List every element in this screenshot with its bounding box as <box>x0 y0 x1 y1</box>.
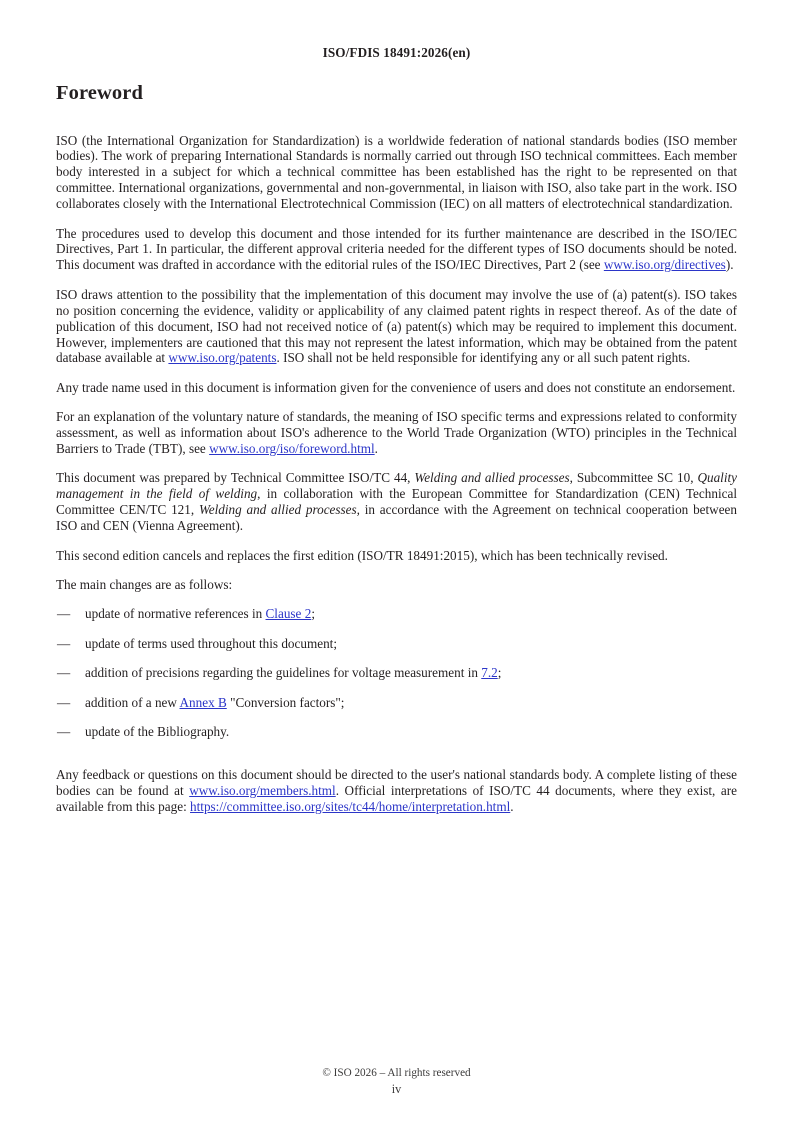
link-iso-members[interactable]: www.iso.org/members.html <box>189 783 336 799</box>
running-head: ISO/FDIS 18491:2026(en) <box>322 45 471 60</box>
link-annex-b[interactable]: Annex B <box>179 694 227 710</box>
paragraph-text: For an explanation of the voluntary nature of standards, the meaning of ISO specific terms and expressions related to conformity assessment, as well as information about ISO's adherence to the World Trade Organization (WTO) principles in the Technical Barriers to Trade (TBT), see <box>56 409 737 457</box>
paragraph-text: Any trade name used in this document is information given for the convenience of users and does not constitute an endorsement. <box>56 379 736 395</box>
list-dash-icon: — <box>57 724 71 740</box>
paragraph-text: , Subcommittee SC 10, <box>569 470 698 486</box>
paragraph-edition <box>56 548 737 564</box>
paragraph-main-changes-intro <box>56 577 737 593</box>
link-tc44-interpretation[interactable]: https://committee.iso.org/sites/tc44/home/interpretation.html <box>190 799 511 815</box>
paragraph-text: . <box>510 799 514 815</box>
paragraph-committee <box>56 470 737 534</box>
list-item-text: ; <box>497 665 502 681</box>
link-subclause-7-2[interactable]: 7.2 <box>481 665 498 681</box>
list-dash-icon: — <box>57 635 71 651</box>
list-dash-icon: — <box>57 665 71 681</box>
committee-title-sc10: Quality management in the field of welding <box>56 470 738 502</box>
link-iso-foreword[interactable]: www.iso.org/iso/foreword.html <box>209 441 375 457</box>
changes-list <box>56 606 737 740</box>
paragraph-text: ISO draws attention to the possibility that the implementation of this document may involve the use of (a) patent(s). ISO takes no position concerning the evidence, validity or applicability of any claimed patent rights in respect thereof. As of the date of publication of this document, ISO had not received notice of (a) patent(s) which may be required to implement this document. However, implementers are cautioned that this may not represent the latest information, which may be obtained from the patent database available at <box>56 286 737 366</box>
list-item <box>56 606 737 622</box>
paragraph-feedback <box>56 767 737 815</box>
spacer <box>56 753 737 767</box>
committee-title-cen-tc121: Welding and allied processes, <box>198 502 360 518</box>
paragraph-text: ISO (the International Organization for Standardization) is a worldwide federation of national standards bodies (ISO member bodies). The work of preparing International Standards is normally carried out through ISO technical committees. Each member body interested in a subject for which a technical committee has been established has the right to be represented on that committee. International organizations, governmental and non-governmental, in liaison with ISO, also take part in the work. ISO collaborates closely with the International Electrotechnical Commission (IEC) on all matters of electrotechnical standardization. <box>56 132 737 212</box>
list-item-text: addition of a new <box>85 694 180 710</box>
list-item <box>56 665 737 681</box>
page-title: Foreword <box>56 82 143 104</box>
paragraph-text: in accordance with the Agreement on technical cooperation between ISO and CEN (Vienna Agreement). <box>56 502 737 534</box>
list-item-text: update of normative references in <box>85 606 266 622</box>
paragraph-text: ). <box>725 257 734 273</box>
paragraph-text: . Official interpretations of ISO/TC 44 documents, where they exist, are available from this page: <box>56 783 737 815</box>
paragraph-text: Any feedback or questions on this document should be directed to the user's national standards body. A complete listing of these bodies can be found at <box>56 767 737 799</box>
link-iso-directives[interactable]: www.iso.org/directives <box>603 257 726 273</box>
page-number: iv <box>391 1082 402 1096</box>
page-content <box>56 82 737 815</box>
list-item-text: update of terms used throughout this document; <box>85 635 337 651</box>
paragraph-text: The main changes are as follows: <box>56 576 233 592</box>
list-item-text: ; <box>311 606 315 622</box>
paragraph-text: , in collaboration with the European Committee for Standardization (CEN) Technical Committee CEN/TC 121, <box>56 486 737 518</box>
paragraph-patents <box>56 287 737 367</box>
paragraph-iso-intro <box>56 133 737 213</box>
list-item-text: addition of precisions regarding the guidelines for voltage measurement in <box>85 665 482 681</box>
list-item-text: update of the Bibliography. <box>85 724 230 740</box>
paragraph-text: This second edition cancels and replaces the first edition (ISO/TR 18491:2015), which has been technically revised. <box>56 547 668 563</box>
committee-title-tc44: Welding and allied processes <box>414 470 570 486</box>
paragraph-trade-name <box>56 380 737 396</box>
link-iso-patents[interactable]: www.iso.org/patents <box>168 350 277 366</box>
paragraph-text: This document was prepared by Technical Committee ISO/TC 44, <box>56 470 415 486</box>
list-dash-icon: — <box>57 694 71 710</box>
paragraph-wto <box>56 409 737 457</box>
list-item <box>56 724 737 740</box>
paragraph-procedures <box>56 226 737 274</box>
paragraph-text: . ISO shall not be held responsible for identifying any or all such patent rights. <box>276 350 691 366</box>
list-dash-icon: — <box>57 606 71 622</box>
list-item-text: "Conversion factors"; <box>226 694 345 710</box>
list-item <box>56 636 737 652</box>
paragraph-text: The procedures used to develop this document and those intended for its further maintenance are described in the ISO/IEC Directives, Part 1. In particular, the different approval criteria needed for the different types of ISO documents should be noted. This document was drafted in accordance with the editorial rules of the ISO/IEC Directives, Part 2 (see <box>56 225 737 273</box>
paragraph-text: . <box>374 441 378 457</box>
footer-copyright: © ISO 2026 – All rights reserved <box>322 1067 471 1079</box>
list-item <box>56 695 737 711</box>
link-clause-2[interactable]: Clause 2 <box>265 606 312 622</box>
